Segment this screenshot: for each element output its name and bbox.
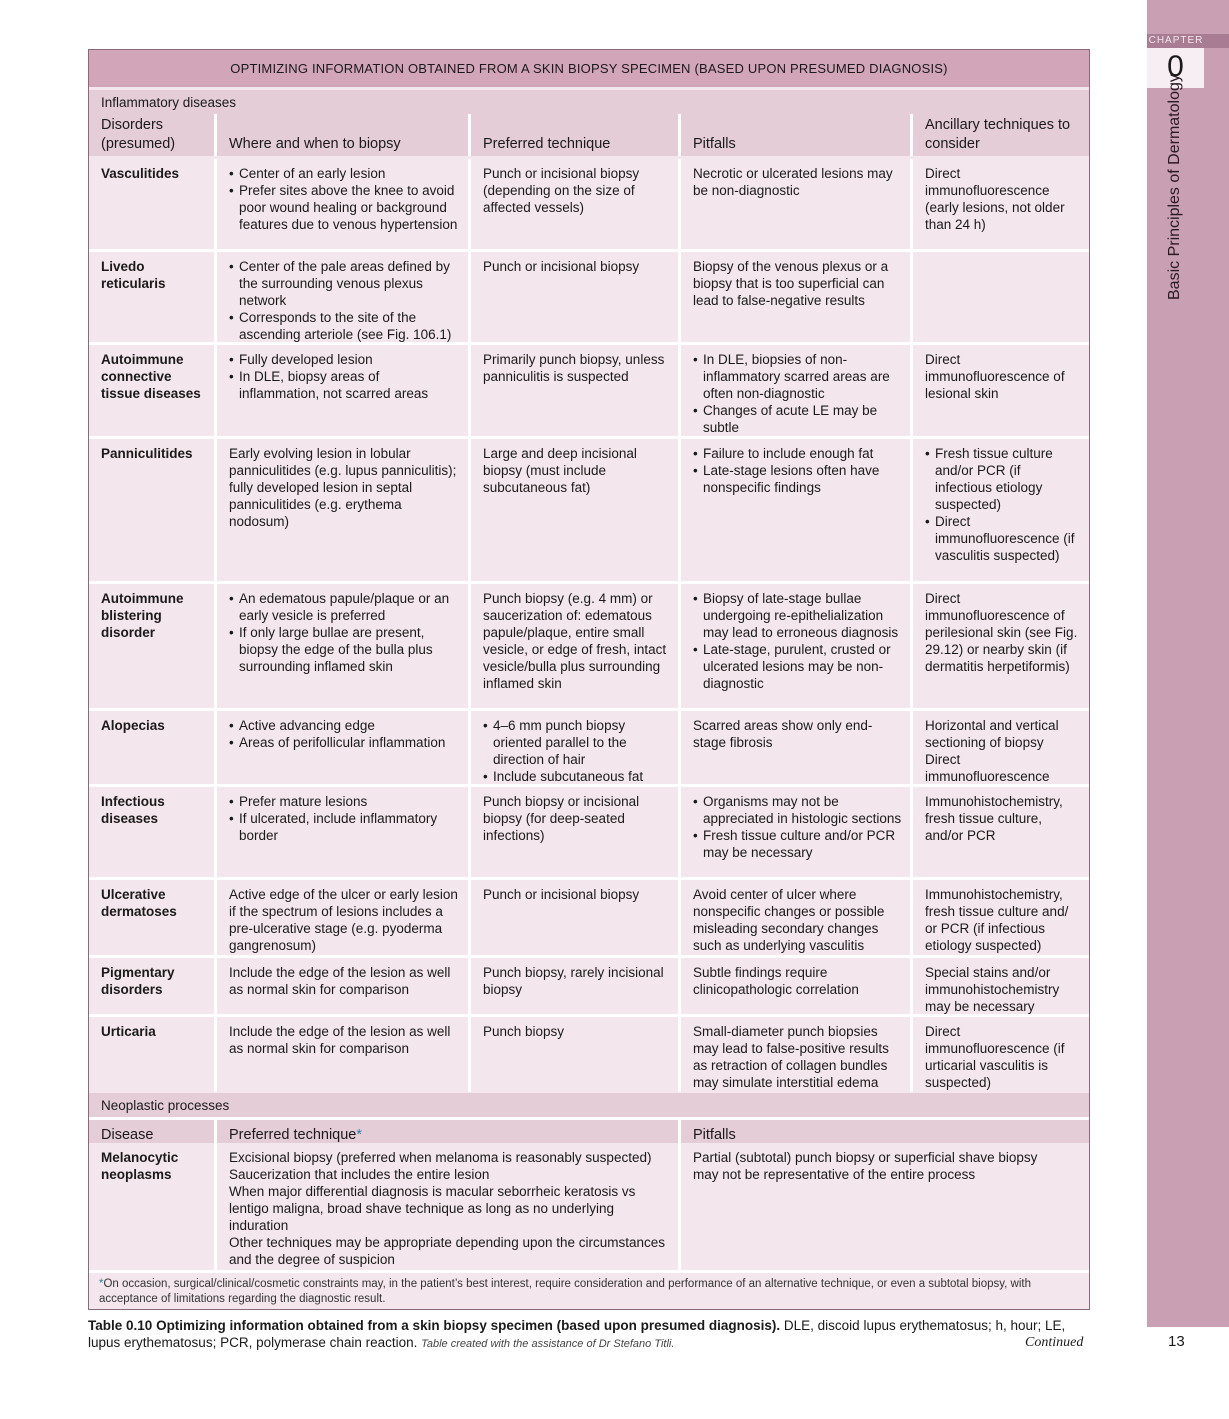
technique-cell: Large and deep incisional biopsy (must include subcutaneous fat) [483, 446, 637, 495]
header-neo-technique [217, 1120, 679, 1143]
disorder-cell: Panniculitides [101, 446, 193, 461]
caption-credit: Table created with the assistance of Dr Stefano Titli. [421, 1338, 675, 1350]
technique-cell: Punch or incisional biopsy (depending on the size of affected vessels) [483, 166, 640, 215]
list-item: • In DLE, biopsies of non-inflammatory scarred areas are often non-diagnostic [693, 351, 903, 402]
pitfalls-cell: Necrotic or ulcerated lesions may be non-diagnostic [693, 166, 893, 198]
list-item: • Direct immunofluorescence (if vasculitis suspected) [925, 513, 1081, 564]
list-item: • Areas of perifollicular inflammation [229, 734, 461, 751]
chapter-side-tab [1147, 0, 1229, 1327]
table-header-row [89, 114, 1089, 156]
section-inflammatory: Inflammatory diseases [89, 90, 1089, 114]
table-row [89, 1143, 1089, 1270]
where-cell [217, 711, 469, 784]
footnote-star-marker: * [356, 1127, 363, 1143]
ancillary-cell: Immunohistochemistry, fresh tissue culture and/ or PCR (if infectious etiology suspected) [925, 887, 1069, 953]
table-row [89, 1017, 1089, 1092]
ancillary-cell: Special stains and/or immunohistochemistry may be necessary [925, 965, 1060, 1014]
disorder-cell: Vasculitides [101, 166, 180, 181]
header-ancillary: Ancillary techniques to consider [925, 117, 1071, 152]
list-item: • Prefer sites above the knee to avoid poor wound healing or background features due to venous hypertension [229, 182, 461, 233]
ancillary-cell: Direct immunofluorescence (early lesions, not older than 24 h) [925, 166, 1065, 232]
pitfalls-cell: Small-diameter punch biopsies may lead to false-positive results as retraction of collagen bundles may simulate interstitial edema [693, 1024, 889, 1090]
table-row [89, 345, 1089, 436]
table-row [89, 252, 1089, 342]
technique-cell: Punch or incisional biopsy [483, 259, 640, 274]
chapter-title: Basic Principles of Dermatology [1166, 74, 1183, 300]
caption-label: Table 0.10 [88, 1318, 153, 1333]
list-item: • Late-stage, purulent, crusted or ulcerated lesions may be non-diagnostic [693, 641, 903, 692]
caption-text: DLE, discoid lupus erythematosus; h, hour; LE, lupus erythematosus; PCR, polymerase chain reaction. [88, 1318, 1066, 1350]
ancillary-cell [913, 252, 1089, 342]
ancillary-cell: Immunohistochemistry, fresh tissue culture, and/or PCR [925, 794, 1063, 843]
list-item: • 4–6 mm punch biopsy oriented parallel to the direction of hair [483, 717, 671, 768]
header-disease: Disease [101, 1127, 154, 1143]
neo-technique-cell [217, 1143, 679, 1270]
technique-cell [471, 711, 679, 784]
neo-pitfalls-cell: Partial (subtotal) punch biopsy or superficial shave biopsy may not be representative of the entire process [693, 1150, 1038, 1182]
section-neoplastic: Neoplastic processes [89, 1093, 1089, 1117]
header-where: Where and when to biopsy [229, 136, 401, 152]
header-pitfalls: Pitfalls [693, 136, 736, 152]
technique-cell: Punch or incisional biopsy [483, 887, 640, 902]
list-item: • Fresh tissue culture and/or PCR may be necessary [693, 827, 903, 861]
list-item: • Include subcutaneous fat [483, 768, 671, 785]
pitfalls-cell: Avoid center of ulcer where nonspecific changes or possible misleading secondary changes such as underlying vasculitis [693, 887, 885, 953]
page-number: 13 [1168, 1333, 1185, 1350]
header-disorders: Disorders (presumed) [101, 117, 176, 152]
pitfalls-cell [681, 787, 911, 877]
table-title: OPTIMIZING INFORMATION OBTAINED FROM A SKIN BIOPSY SPECIMEN (BASED UPON PRESUMED DIAGNOSIS) [89, 50, 1089, 87]
list-item: • Fresh tissue culture and/or PCR (if infectious etiology suspected) [925, 445, 1081, 513]
ancillary-cell [913, 439, 1089, 581]
pitfalls-cell: Biopsy of the venous plexus or a biopsy that is too superficial can lead to false-negative results [693, 259, 889, 308]
list-item: • Failure to include enough fat [693, 445, 903, 462]
list-item: • Biopsy of late-stage bullae undergoing re-epithelialization may lead to erroneous diagnosis [693, 590, 903, 641]
neo-header-row [89, 1120, 1089, 1143]
table-row [89, 787, 1089, 877]
chapter-number: 0 [1167, 50, 1184, 83]
table-row [89, 439, 1089, 581]
table-row [89, 880, 1089, 955]
list-item: • Organisms may not be appreciated in histologic sections [693, 793, 903, 827]
technique-line: When major differential diagnosis is macular seborrheic keratosis vs lentigo maligna, broad shave technique as long as no underlying induration [229, 1184, 636, 1233]
list-item: • An edematous papule/plaque or an early vesicle is preferred [229, 590, 461, 624]
list-item: • Active advancing edge [229, 717, 461, 734]
ancillary-cell: Horizontal and vertical sectioning of biopsy Direct immunofluorescence [925, 718, 1059, 784]
disorder-cell: Ulcerative dermatoses [101, 887, 177, 919]
chapter-label: CHAPTER [1148, 35, 1204, 46]
table-row [89, 159, 1089, 249]
pitfalls-cell [681, 584, 911, 708]
header-technique: Preferred technique [483, 136, 611, 152]
table-row [89, 711, 1089, 784]
technique-cell: Primarily punch biopsy, unless panniculitis is suspected [483, 352, 665, 384]
disorder-cell: Pigmentary disorders [101, 965, 175, 997]
table-caption [88, 1317, 1088, 1353]
list-item: • Center of the pale areas defined by the surrounding venous plexus network [229, 258, 461, 309]
disorder-cell: Alopecias [101, 718, 165, 733]
footnote-star: * [99, 1278, 104, 1290]
where-cell: Include the edge of the lesion as well as normal skin for comparison [229, 1024, 451, 1056]
pitfalls-cell [681, 439, 911, 581]
disorder-cell: Urticaria [101, 1024, 156, 1039]
where-cell: Early evolving lesion in lobular panniculitides (e.g. lupus panniculitis); fully developed lesion in septal panniculitides (e.g. erythema nodosum) [229, 446, 457, 529]
list-item: • Fully developed lesion [229, 351, 461, 368]
where-cell [217, 787, 469, 877]
table-row [89, 584, 1089, 708]
continued-label: Continued [1025, 1335, 1084, 1350]
disorder-cell: Livedo reticularis [101, 259, 166, 291]
technique-cell: Punch biopsy, rarely incisional biopsy [483, 965, 664, 997]
list-item: • Center of an early lesion [229, 165, 461, 182]
ancillary-cell: Direct immunofluorescence (if urticarial vasculitis is suspected) [925, 1024, 1065, 1090]
list-item: • Changes of acute LE may be subtle [693, 402, 903, 436]
where-cell [217, 159, 469, 249]
pitfalls-cell: Subtle findings require clinicopathologic correlation [693, 965, 859, 997]
list-item: • Corresponds to the site of the ascending arteriole (see Fig. 106.1) [229, 309, 461, 343]
technique-cell: Punch biopsy or incisional biopsy (for deep-seated infections) [483, 794, 640, 843]
table-footnote [89, 1273, 1089, 1309]
header-neo-pitfalls: Pitfalls [693, 1127, 736, 1143]
where-cell: Active edge of the ulcer or early lesion if the spectrum of lesions includes a pre-ulcerative stage (e.g. pyoderma gangrenosum) [229, 887, 458, 953]
where-cell [217, 252, 469, 342]
disorder-cell: Infectious diseases [101, 794, 165, 826]
where-cell: Include the edge of the lesion as well as normal skin for comparison [229, 965, 451, 997]
where-cell [217, 345, 469, 436]
technique-line: Excisional biopsy (preferred when melanoma is reasonably suspected) [229, 1150, 652, 1165]
ancillary-cell: Direct immunofluorescence of perilesional skin (see Fig. 29.12) or nearby skin (if dermatitis herpetiformis) [925, 591, 1078, 674]
list-item: • In DLE, biopsy areas of inflammation, not scarred areas [229, 368, 461, 402]
technique-cell: Punch biopsy [483, 1024, 565, 1039]
disease-cell: Melanocytic neoplasms [101, 1150, 179, 1182]
table-row [89, 958, 1089, 1014]
technique-line: Other techniques may be appropriate depending upon the circumstances and the degree of suspicion [229, 1235, 666, 1267]
footnote-text: On occasion, surgical/clinical/cosmetic constraints may, in the patient’s best interest, require consideration and performance of an alternative technique, or even a subtotal biopsy, with acceptance of limitations regarding the diagnostic result. [99, 1278, 1032, 1305]
list-item: • If ulcerated, include inflammatory border [229, 810, 461, 844]
list-item: • Late-stage lesions often have nonspecific findings [693, 462, 903, 496]
header-neo-technique-label: Preferred technique [229, 1127, 357, 1143]
disorder-cell: Autoimmune blistering disorder [101, 591, 184, 640]
biopsy-table [88, 49, 1090, 1310]
pitfalls-cell: Scarred areas show only end-stage fibrosis [693, 718, 873, 750]
ancillary-cell: Direct immunofluorescence of lesional skin [925, 352, 1065, 401]
caption-title: Optimizing information obtained from a skin biopsy specimen (based upon presumed diagnosis). [156, 1318, 781, 1333]
list-item: • If only large bullae are present, biopsy the edge of the bulla plus surrounding inflamed skin [229, 624, 461, 675]
technique-line: Saucerization that includes the entire lesion [229, 1167, 490, 1182]
technique-cell: Punch biopsy (e.g. 4 mm) or saucerization of: edematous papule/plaque, entire small vesicle, or edge of fresh, intact vesicle/bulla plus surrounding inflamed skin [483, 591, 667, 691]
list-item: • Prefer mature lesions [229, 793, 461, 810]
where-cell [217, 584, 469, 708]
pitfalls-cell [681, 345, 911, 436]
disorder-cell: Autoimmune connective tissue diseases [101, 352, 201, 401]
